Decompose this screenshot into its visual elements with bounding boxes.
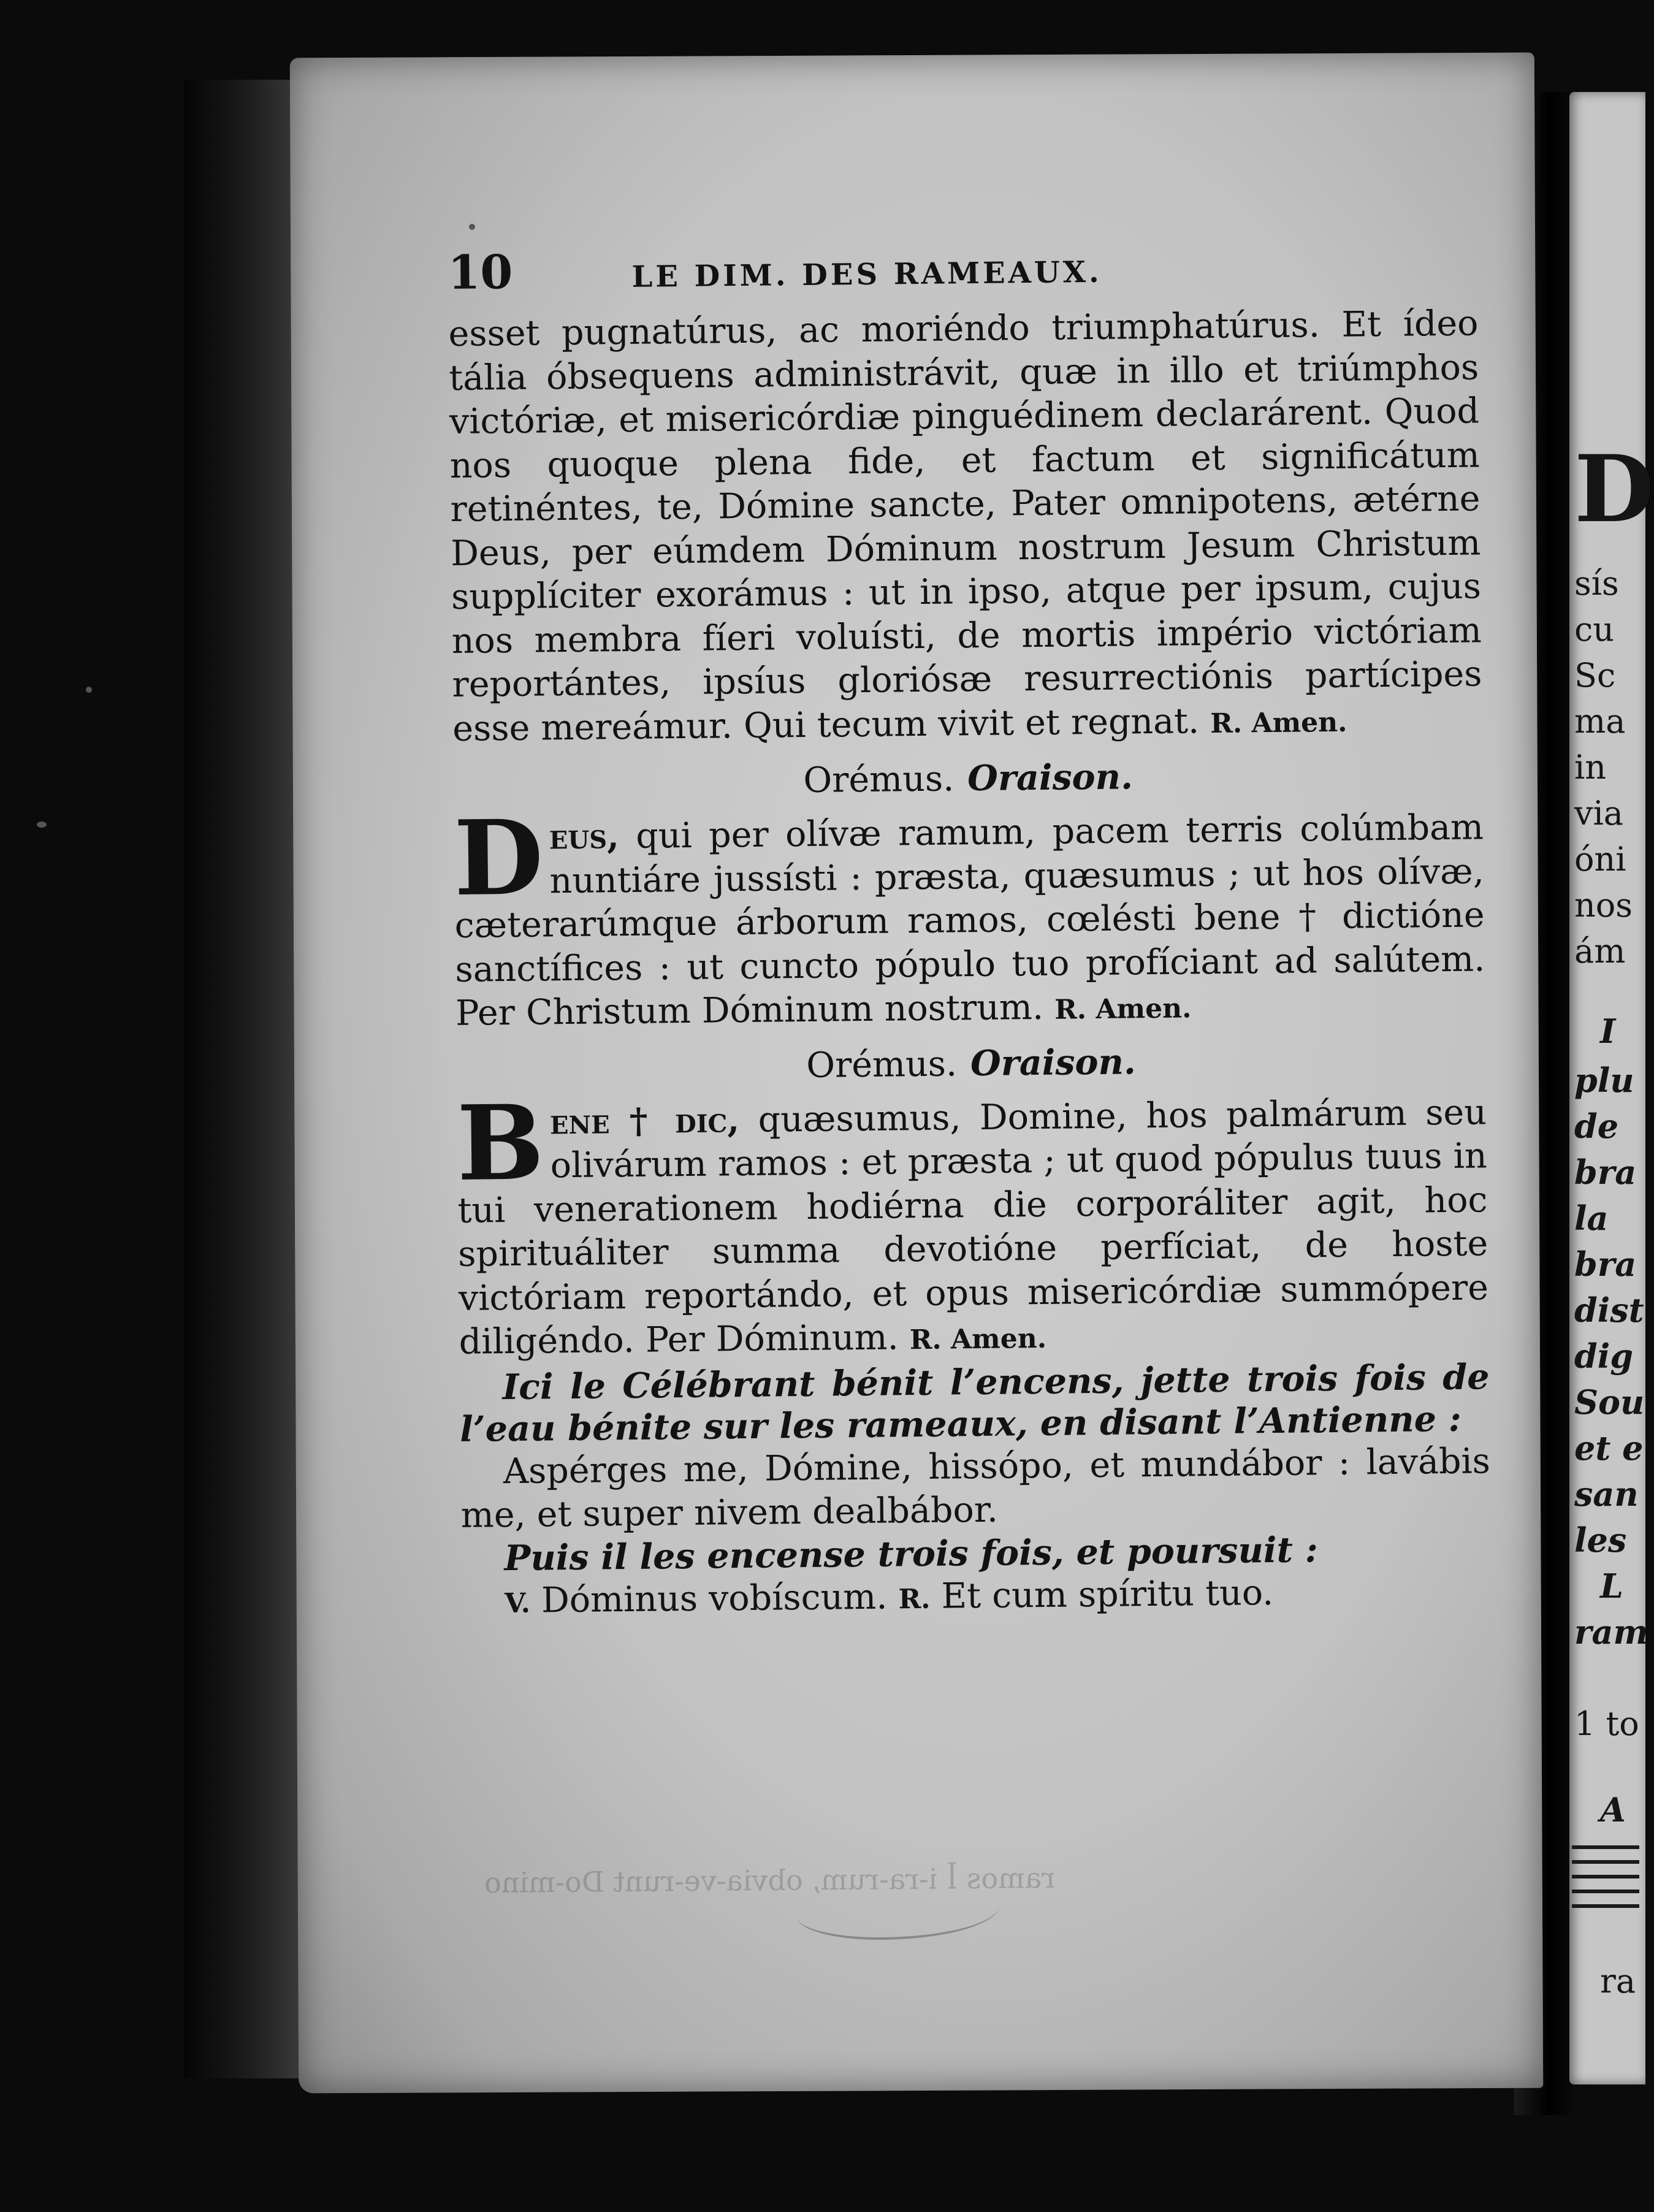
music-staff-fragment [1572, 1845, 1639, 1919]
adjacent-line: A [1600, 1790, 1626, 1829]
heading-latin: Orémus. [803, 758, 955, 801]
response-amen: R. Amen. [1054, 993, 1192, 1026]
response-amen: R. Amen. [1210, 706, 1347, 739]
adjacent-line: Sc [1574, 656, 1616, 695]
versicle-mark: V. [504, 1587, 531, 1619]
adjacent-line: dist [1574, 1291, 1644, 1330]
show-through-text: ramos ꟾ i-ra-rum, obvia-ve-runt Do-mino [484, 1861, 1056, 1900]
ink-speck [469, 224, 475, 230]
section-heading [453, 749, 1484, 809]
adjacent-line: sís [1574, 564, 1619, 603]
adjacent-line: ma [1574, 702, 1626, 741]
prayer-paragraph [456, 1081, 1489, 1367]
drop-cap: B [456, 1081, 545, 1204]
adjacent-line: cu [1574, 610, 1615, 649]
small-caps-opening: ene † dic, [549, 1099, 740, 1142]
drop-cap: D [453, 796, 544, 919]
page-number: 10 [448, 244, 513, 300]
adjacent-page-fragment [1569, 92, 1654, 2084]
response-mark: R. [898, 1583, 931, 1615]
adjacent-line: Sou [1574, 1382, 1645, 1422]
ink-speck [37, 822, 47, 828]
rubric-instruction: Ici le Célébrant bénit l’encens, jette trois fois de l’eau bénite sur les rameaux, en disant l’Antienne : [459, 1356, 1490, 1450]
versicle-text: Dóminus vobíscum. [541, 1576, 888, 1621]
adjacent-line: óni [1574, 840, 1626, 879]
prayer-paragraph [448, 302, 1482, 753]
adjacent-line: la [1574, 1199, 1609, 1238]
adjacent-line: I [1600, 1012, 1616, 1051]
response-text: Et cum spíritu tuo. [941, 1572, 1274, 1617]
paragraph-text: esset pugnatúrus, ac moriéndo triumphatúrus. Et ídeo tália óbsequens administrávit, quæ in illo et triúmphos victóriæ, et misericórdiæ pinguédinem declarárent. Quod nos quoque plena fide, et factum et significátum retinéntes, te, Dómine sancte, Pater omnipotens, ætérne Deus, per eúmdem Dóminum nostrum Jesum Christum supplíciter exorámus : ut in ipso, atque per ipsum, cujus nos membra fíeri voluísti, de mortis império victóriam reportántes, ipsíus gloriósæ resurrectiónis partícipes esse mereámur. Qui tecum vivit et regnat. [448, 303, 1482, 749]
page-text [448, 234, 1492, 1625]
adjacent-line: L [1600, 1566, 1623, 1606]
adjacent-line: ra [1600, 1962, 1636, 2000]
response-amen: R. Amen. [909, 1322, 1047, 1356]
adjacent-line: dig [1574, 1337, 1634, 1376]
section-heading [456, 1034, 1487, 1094]
running-head: LE DIM. DES RAMEAUX. [631, 254, 1102, 294]
adjacent-line: 1 to [1574, 1704, 1639, 1743]
prayer-paragraph [453, 796, 1486, 1038]
adjacent-line: bra [1574, 1245, 1637, 1284]
paragraph-text: qui per olívæ ramum, pacem terris colúmbam nuntiáre jussísti : præsta, quæsumus ; ut hos olívæ, cæterarúmque árborum ramos, cœlésti bene † dictióne sanctífices : ut cuncto pópulo tuo profíciant ad salútem. Per Christum Dóminum nostrum. [454, 807, 1485, 1034]
rubric-instruction: Puis il les encense trois fois, et poursuit : [504, 1528, 1319, 1579]
small-caps-opening: eus, [549, 815, 620, 858]
page-header [448, 234, 1478, 313]
paragraph-text: quæsumus, Domine, hos palmárum seu olivárum ramos : et præsta ; ut quod pópulus tuus in tui venerationem hodiérna die corporáliter agit, hoc spirituáliter summa devotióne perfíciat, de hoste victóriam reportándo, et opus misericórdiæ summópere diligéndo. Per Dóminum. [457, 1091, 1489, 1362]
ink-speck [86, 687, 92, 693]
adjacent-line: in [1574, 748, 1607, 787]
adjacent-line: via [1574, 794, 1623, 833]
book-binding [184, 80, 300, 2078]
adjacent-line: nos [1574, 886, 1633, 925]
heading-french: Oraison. [970, 1040, 1137, 1084]
adjacent-line: les [1574, 1520, 1627, 1560]
adjacent-line: plu [1574, 1061, 1634, 1100]
antiphon-text: Aspérges me, Dómine, hissópo, et mundábor : lavábis me, et super nivem dealbábor. [460, 1440, 1491, 1536]
adjacent-line: bra [1574, 1153, 1637, 1192]
adjacent-line: et e [1574, 1428, 1644, 1468]
heading-french: Oraison. [967, 756, 1134, 799]
adjacent-line: ám [1574, 932, 1626, 971]
adjacent-line: san [1574, 1474, 1639, 1514]
heading-latin: Orémus. [806, 1043, 958, 1086]
adjacent-line: D [1574, 435, 1654, 543]
adjacent-line: ram [1574, 1612, 1648, 1652]
adjacent-line: de [1574, 1107, 1619, 1146]
